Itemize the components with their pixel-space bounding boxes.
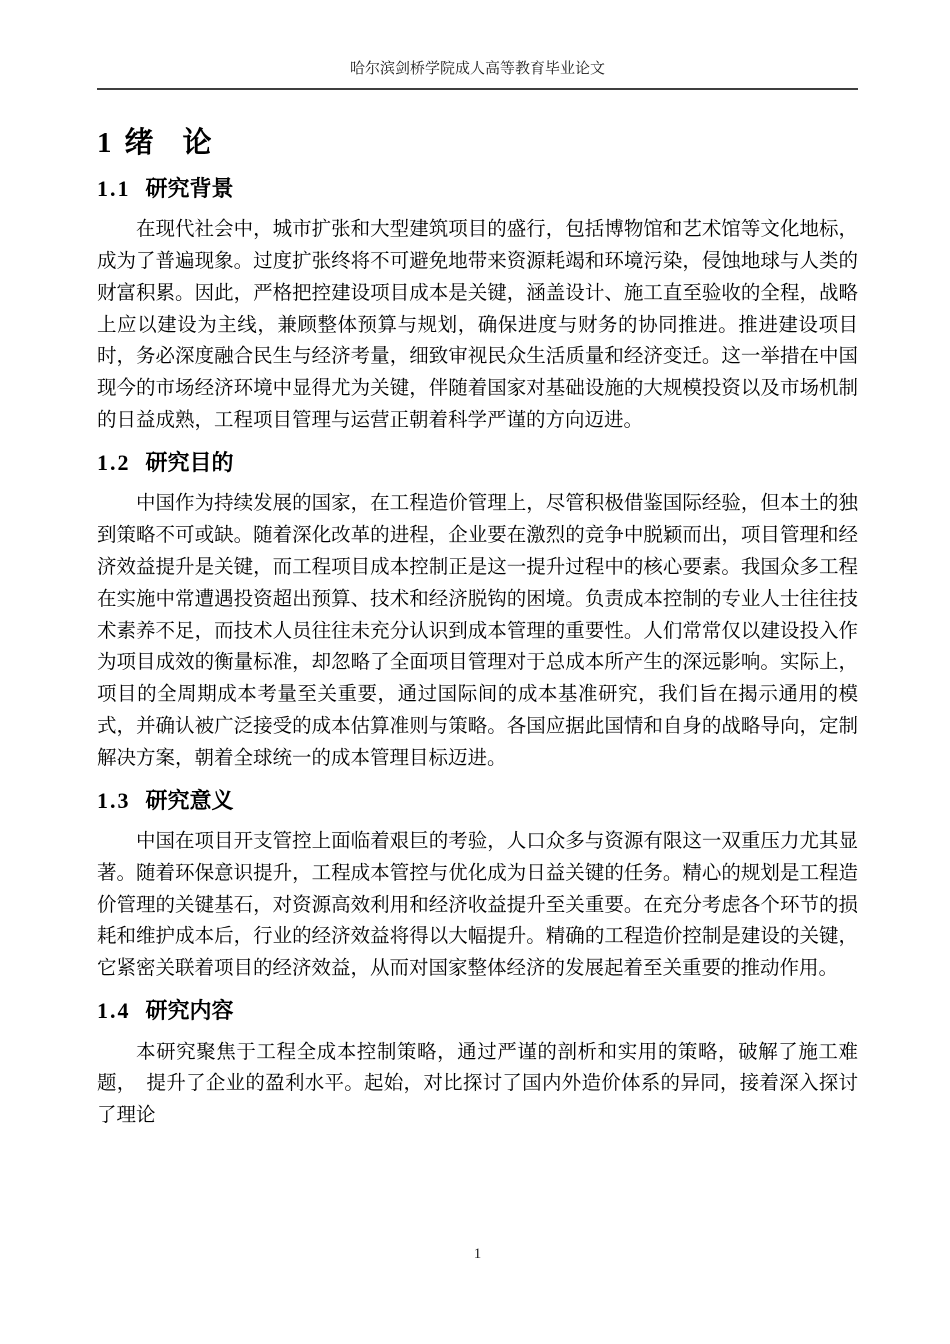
section-heading-1-2 — [97, 449, 858, 477]
section-paragraph: 中国作为持续发展的国家，在工程造价管理上，尽管积极借鉴国际经验，但本土的独到策略不可或缺。随着深化改革的进程，企业要在激烈的竞争中脱颖而出，项目管理和经济效益提升是关键，而工程项目成本控制正是这一提升过程中的核心要素。我国众多工程在实施中常遭遇投资超出预算、技术和经济脱钩的困境。负责成本控制的专业人士往往技术素养不足，而技术人员往往未充分认识到成本管理的重要性。人们常常仅以建设投入作为项目成效的衡量标准，却忽略了全面项目管理对于总成本所产生的深远影响。实际上，项目的全周期成本考量至关重要，通过国际间的成本基准研究，我们旨在揭示通用的模式，并确认被广泛接受的成本估算准则与策略。各国应据此国情和自身的战略导向，定制解决方案，朝着全球统一的成本管理目标迈进。 — [97, 493, 858, 769]
section-heading-1-4 — [97, 997, 858, 1025]
section-paragraph: 本研究聚焦于工程全成本控制策略，通过严谨的剖析和实用的策略，破解了施工难题， 提升了企业的盈利水平。起始，对比探讨了国内外造价体系的异同，接着深入探讨了理论 — [97, 1041, 858, 1127]
section-heading-1-1 — [97, 175, 858, 203]
page-footer — [97, 1246, 858, 1263]
section-heading-1-3 — [97, 787, 858, 815]
section-title: 研究内容 — [145, 998, 234, 1024]
section-title: 研究背景 — [145, 175, 234, 201]
chapter-number: 1 — [97, 127, 112, 159]
section-paragraph: 在现代社会中，城市扩张和大型建筑项目的盛行，包括博物馆和艺术馆等文化地标，成为了普遍现象。过度扩张终将不可避免地带来资源耗竭和环境污染，侵蚀地球与人类的财富积累。因此，严格把控建设项目成本是关键，涵盖设计、施工直至验收的全程，战略上应以建设为主线，兼顾整体预算与规划，确保进度与财务的协同推进。推进建设项目时，务必深度融合民生与经济考量，细致审视民众生活质量和经济变迁。这一举措在中国现今的市场经济环境中显得尤为关键，伴随着国家对基础设施的大规模投资以及市场机制的日益成熟，工程项目管理与运营正朝着科学严谨的方向迈进。 — [97, 219, 858, 432]
section-research-content — [97, 997, 858, 1132]
page-number: 1 — [473, 1246, 482, 1262]
section-number: 1.1 — [97, 175, 131, 201]
chapter-heading — [97, 126, 858, 161]
chapter-title: 绪 论 — [124, 127, 212, 159]
section-number: 1.2 — [97, 449, 131, 475]
section-research-significance — [97, 787, 858, 985]
section-research-purpose — [97, 449, 858, 775]
section-research-background — [97, 175, 858, 437]
section-number: 1.4 — [97, 998, 131, 1024]
section-number: 1.3 — [97, 787, 131, 813]
section-title: 研究目的 — [145, 449, 234, 475]
header-title: 哈尔滨剑桥学院成人高等教育毕业论文 — [97, 60, 858, 90]
section-title: 研究意义 — [145, 787, 234, 813]
page-header — [97, 0, 858, 90]
section-paragraph: 中国在项目开支管控上面临着艰巨的考验，人口众多与资源有限这一双重压力尤其显著。随着环保意识提升，工程成本管控与优化成为日益关键的任务。精心的规划是工程造价管理的关键基石，对资源高效利用和经济收益提升至关重要。在充分考虑各个环节的损耗和维护成本后，行业的经济效益将得以大幅提升。精确的工程造价控制是建设的关键，它紧密关联着项目的经济效益，从而对国家整体经济的发展起着至关重要的推动作用。 — [97, 831, 858, 980]
